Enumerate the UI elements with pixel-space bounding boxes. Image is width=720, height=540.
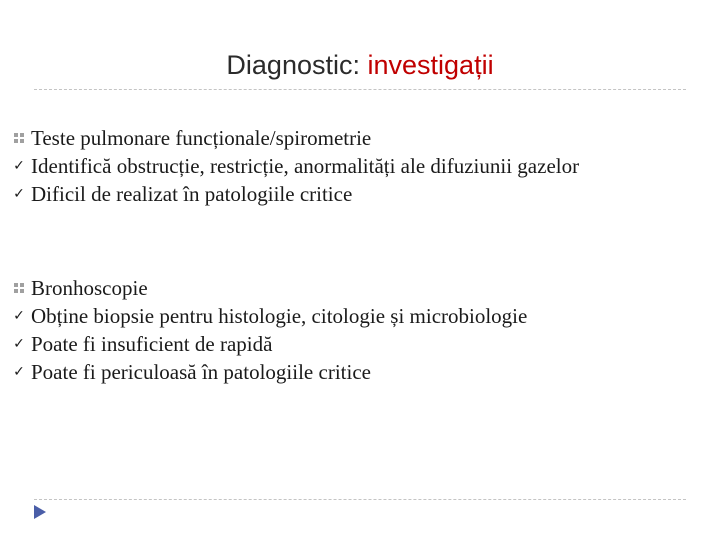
list-item-text: Obține biopsie pentru histologie, citologie și microbiologie (31, 304, 528, 328)
list-item (10, 358, 715, 386)
list-item-text: Identifică obstrucție, restricție, anormalități ale difuziunii gazelor (31, 154, 580, 178)
list-item (10, 302, 715, 330)
play-triangle-icon[interactable] (33, 504, 47, 520)
title-prefix: Diagnostic: (226, 50, 368, 80)
checkmark-icon: ✓ (13, 336, 25, 352)
square-bullet-icon (10, 274, 28, 302)
footer-divider (34, 499, 686, 500)
section-spirometry (10, 124, 715, 208)
checkmark-icon: ✓ (13, 364, 25, 380)
title-accent: investigații (367, 50, 494, 80)
section-heading (10, 124, 715, 152)
section-bronchoscopy (10, 274, 715, 386)
list-item-text: Dificil de realizat în patologiile critice (31, 182, 353, 206)
list-item-text: Poate fi periculoasă în patologiile critice (31, 360, 371, 384)
checkmark-icon: ✓ (13, 186, 25, 202)
slide-title (0, 50, 720, 81)
list-item (10, 180, 715, 208)
section-heading (10, 274, 715, 302)
section-heading-text: Teste pulmonare funcționale/spirometrie (31, 126, 372, 150)
title-divider (34, 89, 686, 90)
checkmark-icon: ✓ (13, 158, 25, 174)
checkmark-icon: ✓ (13, 308, 25, 324)
section-heading-text: Bronhoscopie (31, 276, 148, 300)
list-item-text: Poate fi insuficient de rapidă (31, 332, 273, 356)
square-bullet-icon (10, 124, 28, 152)
list-item (10, 330, 715, 358)
list-item (10, 152, 715, 180)
